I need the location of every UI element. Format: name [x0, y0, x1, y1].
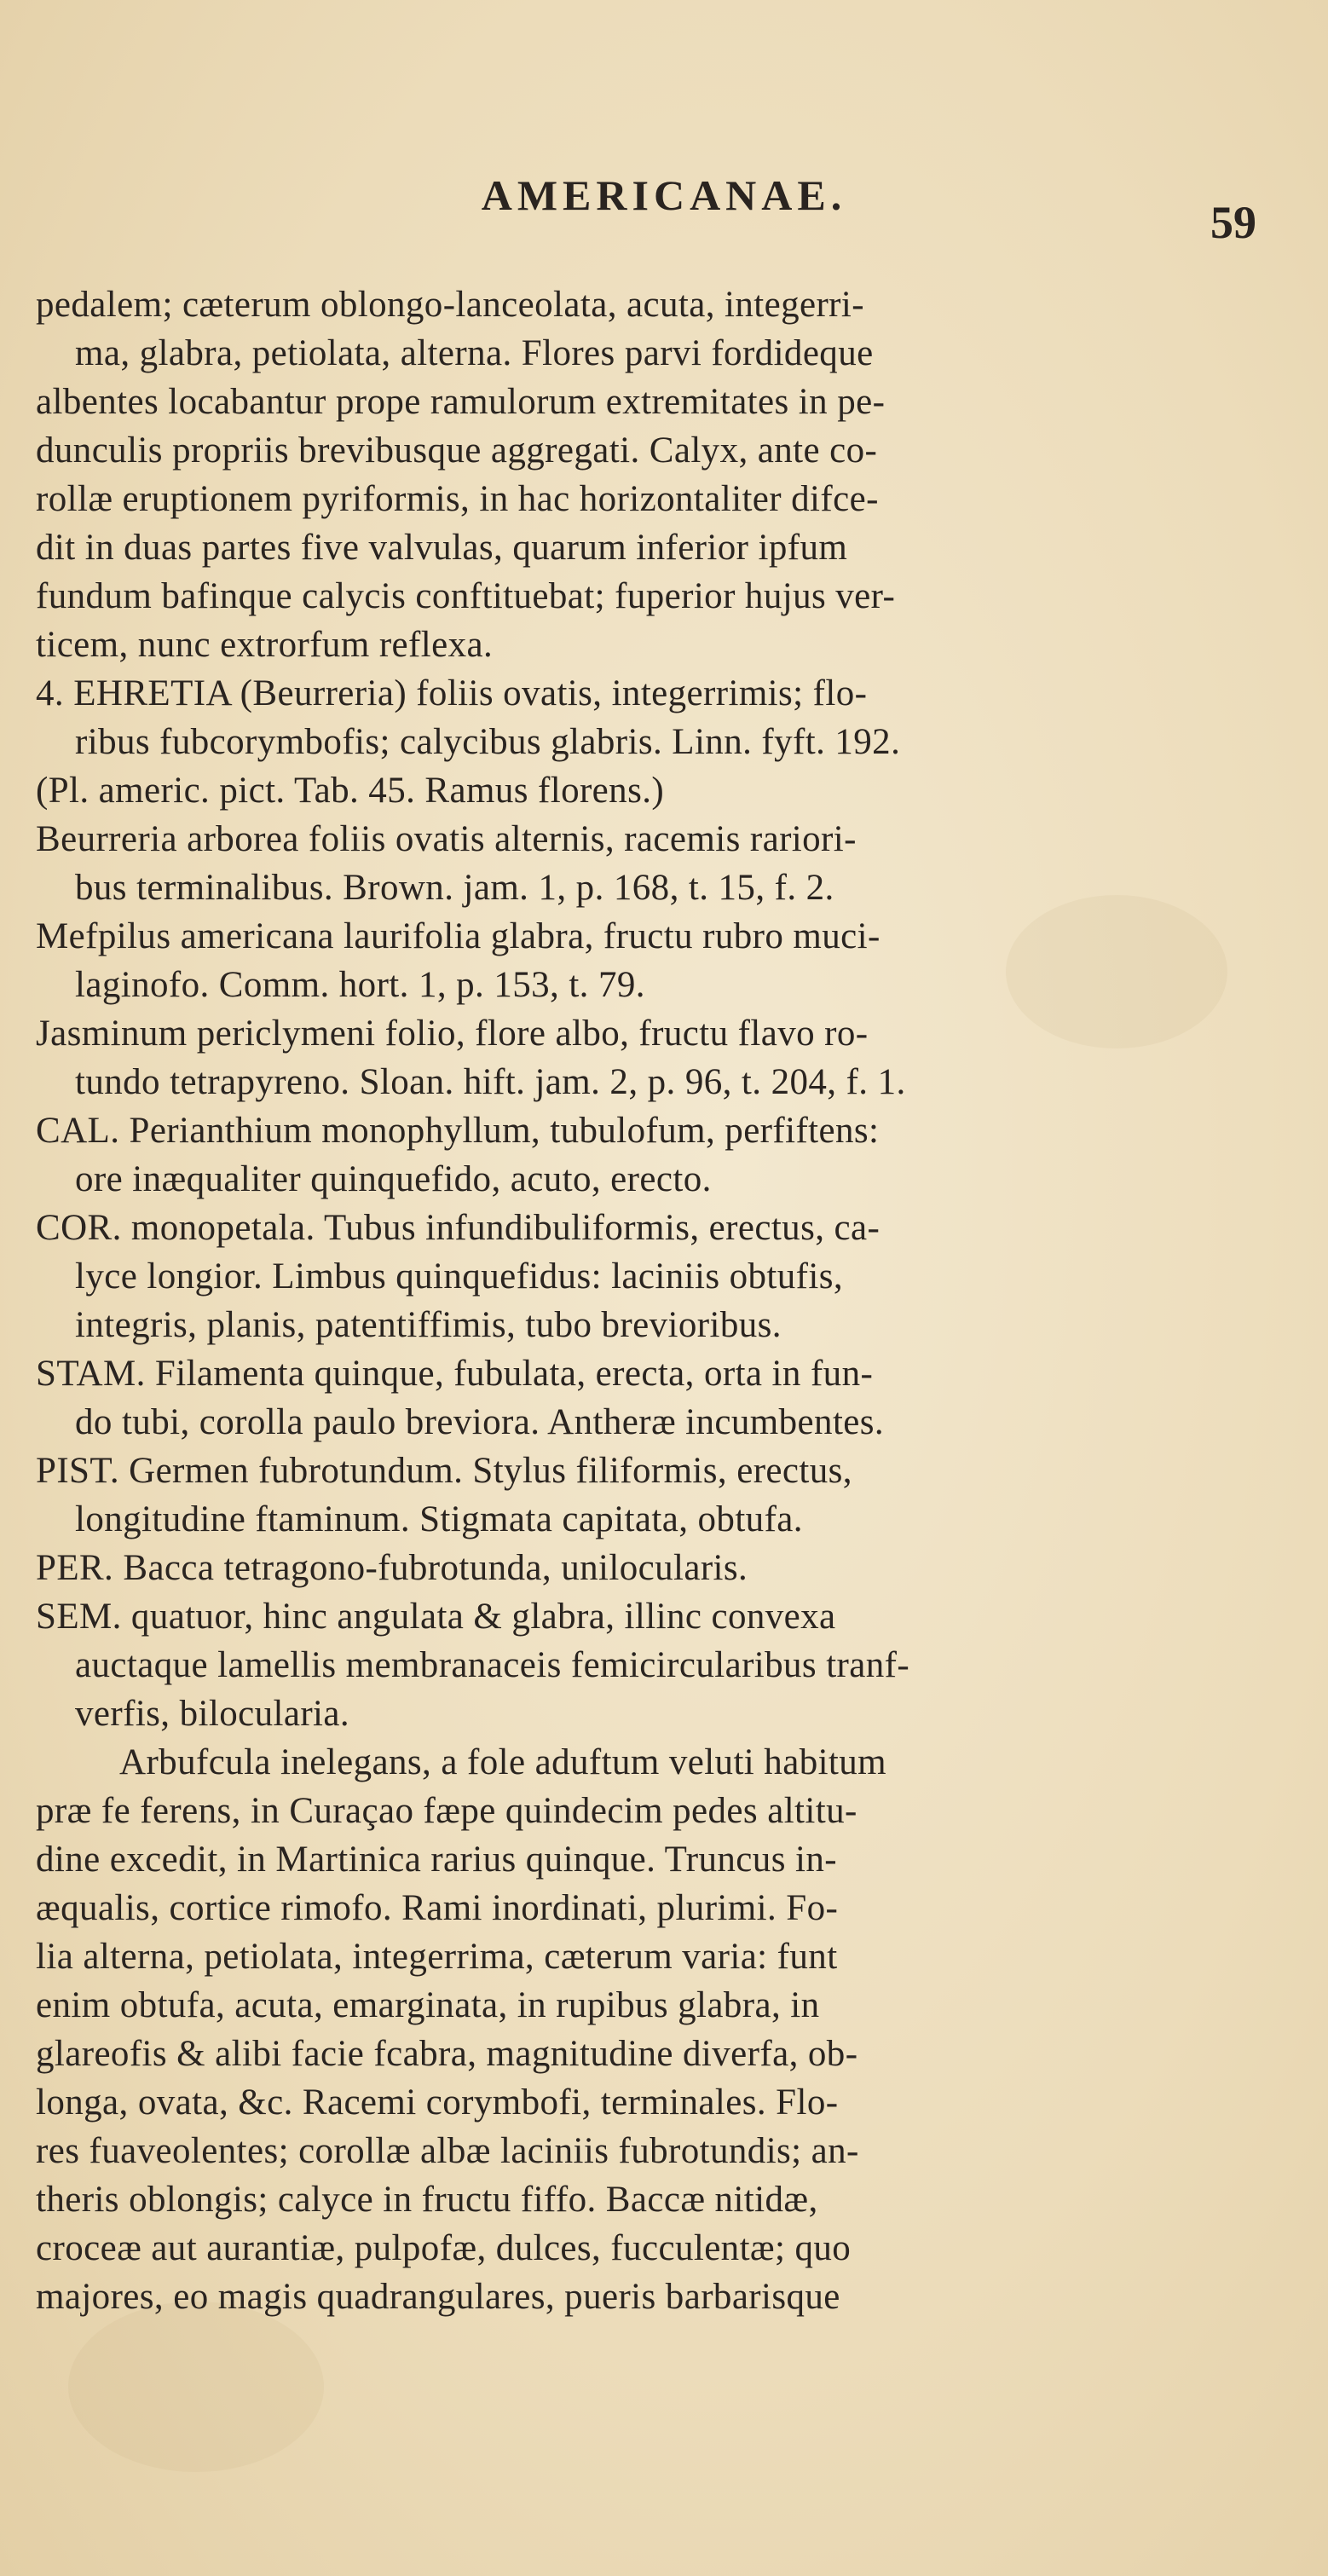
text-line: pedalem; cæterum oblongo-lanceolata, acuta, integerri-	[36, 285, 864, 325]
text-line: bus terminalibus. Brown. jam. 1, p. 168, t. 15, f. 2.	[75, 868, 834, 908]
text-line: laginofo. Comm. hort. 1, p. 153, t. 79.	[75, 965, 645, 1005]
text-line: lia alterna, petiolata, integerrima, cæterum varia: funt	[36, 1937, 838, 1977]
text-line: res fuaveolentes; corollæ albæ laciniis fubrotundis; an-	[36, 2131, 859, 2171]
text-line: CAL. Perianthium monophyllum, tubulofum, perfiftens:	[36, 1111, 880, 1151]
text-line: ma, glabra, petiolata, alterna. Flores parvi fordideque	[75, 333, 874, 373]
text-line: dunculis propriis brevibusque aggregati. Calyx, ante co-	[36, 430, 878, 471]
text-line: dine excedit, in Martinica rarius quinque. Truncus in-	[36, 1840, 837, 1880]
page-number: 59	[1210, 197, 1256, 248]
text-line: albentes locabantur prope ramulorum extremitates in pe-	[36, 382, 886, 422]
text-line: PER. Bacca tetragono-fubrotunda, unilocularis.	[36, 1548, 748, 1588]
text-line: longitudine ftaminum. Stigmata capitata, obtufa.	[75, 1499, 803, 1539]
text-line: Jasminum periclymeni folio, flore albo, fructu flavo ro-	[36, 1014, 869, 1054]
text-line: ticem, nunc extrorfum reflexa.	[36, 625, 494, 665]
text-line: ribus fubcorymbofis; calycibus glabris. Linn. fyft. 192.	[75, 722, 901, 762]
text-line: lyce longior. Limbus quinquefidus: laciniis obtufis,	[75, 1256, 844, 1297]
text-line: croceæ aut aurantiæ, pulpofæ, dulces, fucculentæ; quo	[36, 2228, 852, 2268]
text-line: STAM. Filamenta quinque, fubulata, erecta, orta in fun-	[36, 1354, 874, 1394]
text-line: Beurreria arborea foliis ovatis alternis, racemis rariori-	[36, 819, 857, 859]
text-line: fundum bafinque calycis conftituebat; fuperior hujus ver-	[36, 576, 896, 616]
text-line: ore inæqualiter quinquefido, acuto, erecto.	[75, 1159, 712, 1199]
text-line: tundo tetrapyreno. Sloan. hift. jam. 2, p. 96, t. 204, f. 1.	[75, 1062, 906, 1102]
text-line: (Pl. americ. pict. Tab. 45. Ramus florens.)	[36, 771, 665, 811]
text-line: dit in duas partes five valvulas, quarum inferior ipfum	[36, 528, 848, 568]
text-line: æqualis, cortice rimofo. Rami inordinati, plurimi. Fo-	[36, 1888, 839, 1928]
text-line: integris, planis, patentiffimis, tubo brevioribus.	[75, 1305, 782, 1345]
text-line: Mefpilus americana laurifolia glabra, fructu rubro muci-	[36, 916, 881, 956]
text-line: COR. monopetala. Tubus infundibuliformis, erectus, ca-	[36, 1208, 881, 1248]
text-line: auctaque lamellis membranaceis femicircularibus tranf-	[75, 1645, 910, 1685]
text-line: verfis, bilocularia.	[75, 1694, 350, 1734]
text-line: majores, eo magis quadrangulares, pueris barbarisque	[36, 2277, 840, 2317]
paper-stain	[1006, 895, 1227, 1048]
text-line: longa, ovata, &c. Racemi corymbofi, terminales. Flo-	[36, 2082, 839, 2123]
text-line: 4. EHRETIA (Beurreria) foliis ovatis, integerrimis; flo-	[36, 673, 868, 713]
text-line: rollæ eruptionem pyriformis, in hac horizontaliter difce-	[36, 479, 879, 519]
text-line: glareofis & alibi facie fcabra, magnitudine diverfa, ob-	[36, 2034, 858, 2074]
text-line: PIST. Germen fubrotundum. Stylus filiformis, erectus,	[36, 1451, 852, 1491]
running-header: AMERICANAE.	[481, 171, 847, 219]
text-line: do tubi, corolla paulo breviora. Antheræ incumbentes.	[75, 1402, 885, 1442]
paper-stain	[68, 2302, 324, 2472]
text-line: theris oblongis; calyce in fructu fiffo. Baccæ nitidæ,	[36, 2180, 818, 2220]
text-line: Arbufcula inelegans, a fole aduftum veluti habitum	[119, 1742, 887, 1782]
text-line: præ fe ferens, in Curaçao fæpe quindecim pedes altitu-	[36, 1791, 857, 1831]
text-line: enim obtufa, acuta, emarginata, in rupibus glabra, in	[36, 1985, 820, 2025]
text-line: SEM. quatuor, hinc angulata & glabra, illinc convexa	[36, 1597, 836, 1637]
